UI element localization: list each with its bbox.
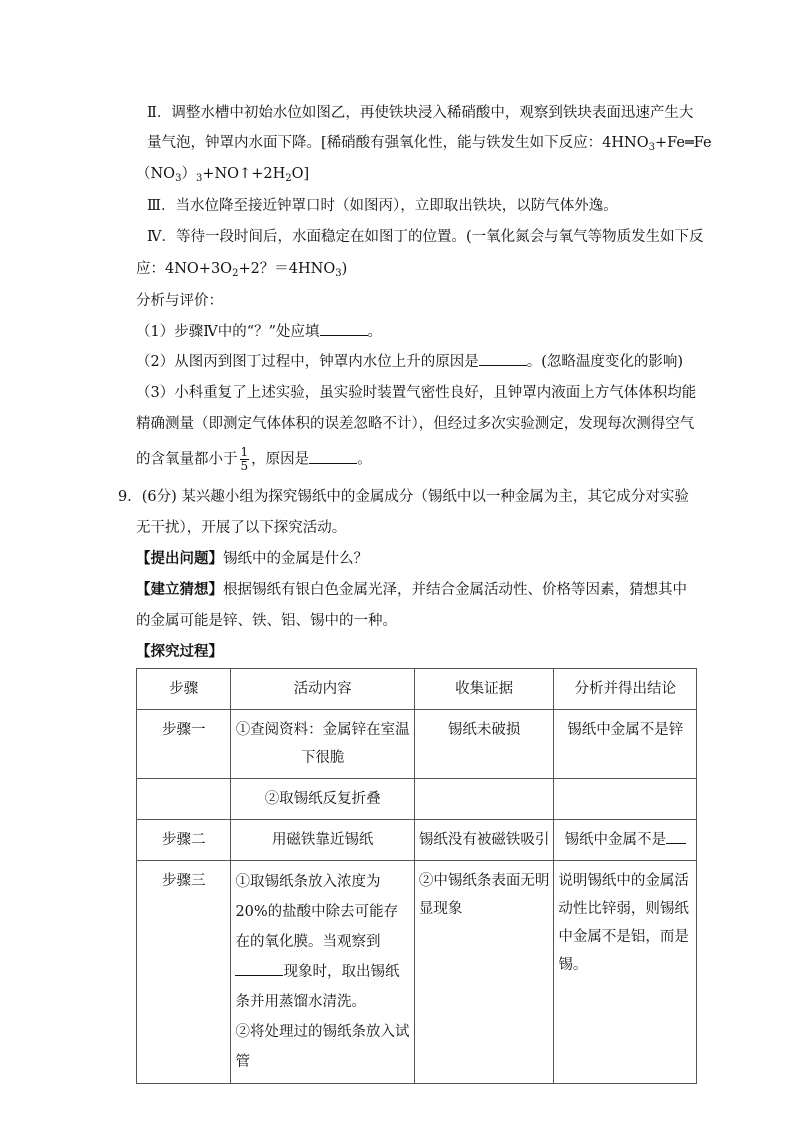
table-header-row — [137, 669, 697, 710]
table-cell: 锡纸没有被磁铁吸引 — [414, 820, 554, 861]
question-3-line3: 的含氧量都小于 $\frac{1}{5}$ ，原因是 。 — [136, 445, 372, 473]
step2-line2: 量气泡，钟罩内水面下降。[稀硝酸有强氧化性，能与铁发生如下反应：$4HNO_3+Fe═Fe$ — [147, 135, 712, 153]
step2-line1: Ⅱ．调整水槽中初始水位如图乙，再使铁块浸入稀硝酸中，观察到铁块表面迅速产生大 — [147, 105, 694, 121]
hypothesis-line1: 【建立猜想】根据锡纸有银白色金属光泽，并结合金属活动性、价格等因素，猜想其中 — [136, 581, 687, 598]
fraction-one-fifth: $\frac{1}{5}$ — [240, 445, 249, 473]
table-row — [137, 861, 697, 1084]
step2-line3: $(NO_3)_3+NO↑+2H_2O$] — [136, 166, 310, 184]
table-cell: 用磁铁靠近锡纸 — [231, 820, 414, 861]
table-cell: 锡纸未破损 — [414, 710, 554, 779]
process-label: 【探究过程】 — [136, 643, 223, 660]
table-cell: 说明锡纸中的金属活动性比锌弱，则锡纸中金属不是铝，而是锡。 — [554, 861, 697, 1084]
table-header-cell: 收集证据 — [414, 669, 554, 710]
table-row — [137, 779, 697, 820]
table-header-cell: 分析并得出结论 — [554, 669, 697, 710]
answer-blank[interactable] — [320, 321, 368, 336]
table-cell: ①取锡纸条放入浓度为20%的盐酸中除去可能存在的氧化膜。当观察到现象时，取出锡纸条并用蒸馏水清洗。 ②将处理过的锡纸条放入试管 — [231, 861, 414, 1084]
question-9-line1: 9．(6分) 某兴趣小组为探究锡纸中的金属成分（锡纸中以一种金属为主，其它成分对实验 — [118, 489, 689, 505]
table-cell: 步骤三 — [137, 861, 231, 1084]
question-2: （2）从图丙到图丁过程中，钟罩内水位上升的原因是 。(忽略温度变化的影响) — [136, 351, 683, 372]
question-9-line2: 无干扰），开展了以下探究活动。 — [136, 520, 347, 536]
table-cell: 锡纸中金属不是锌 — [554, 710, 697, 779]
table-cell — [554, 779, 697, 820]
answer-blank[interactable] — [309, 449, 357, 464]
experiment-table — [136, 668, 697, 1084]
answer-blank[interactable] — [479, 351, 527, 366]
table-header-cell: 活动内容 — [231, 669, 414, 710]
step4-line2: 应：$4NO+3O_2+2$？$=4HNO_3$) — [136, 261, 348, 279]
table-cell: 步骤一 — [137, 710, 231, 779]
table-cell: ②取锡纸反复折叠 — [231, 779, 414, 820]
hypothesis-line2: 的金属可能是锌、铁、铝、锡中的一种。 — [136, 613, 397, 629]
table-cell: ②中锡纸条表面无明显现象 — [414, 861, 554, 1084]
question-3-line1: （3）小科重复了上述实验，虽实验时装置气密性良好，且钟罩内液面上方气体体积均能 — [136, 385, 697, 401]
table-cell — [137, 779, 231, 820]
table-cell: 步骤二 — [137, 820, 231, 861]
table-header-cell: 步骤 — [137, 669, 231, 710]
table-row — [137, 820, 697, 861]
answer-blank[interactable] — [666, 829, 686, 844]
step4-line1: Ⅳ．等待一段时间后，水面稳定在如图丁的位置。(一氧化氮会与氧气等物质发生如下反 — [147, 229, 704, 245]
table-cell: ①查阅资料：金属锌在室温下很脆 — [231, 710, 414, 779]
question-3-line2: 精确测量（即测定气体体积的误差忽略不计），但经过多次实验测定，发现每次测得空气 — [136, 416, 695, 432]
question-1: （1）步骤Ⅳ中的“？”处应填 。 — [136, 321, 382, 342]
problem-statement: 【提出问题】锡纸中的金属是什么？ — [136, 550, 368, 567]
table-cell — [414, 779, 554, 820]
table-row — [137, 710, 697, 779]
analysis-heading: 分析与评价： — [136, 293, 223, 309]
answer-blank[interactable] — [235, 961, 283, 976]
step3-line: Ⅲ．当水位降至接近钟罩口时（如图丙），立即取出铁块，以防气体外逸。 — [147, 198, 618, 214]
table-cell: 锡纸中金属不是 — [554, 820, 697, 861]
